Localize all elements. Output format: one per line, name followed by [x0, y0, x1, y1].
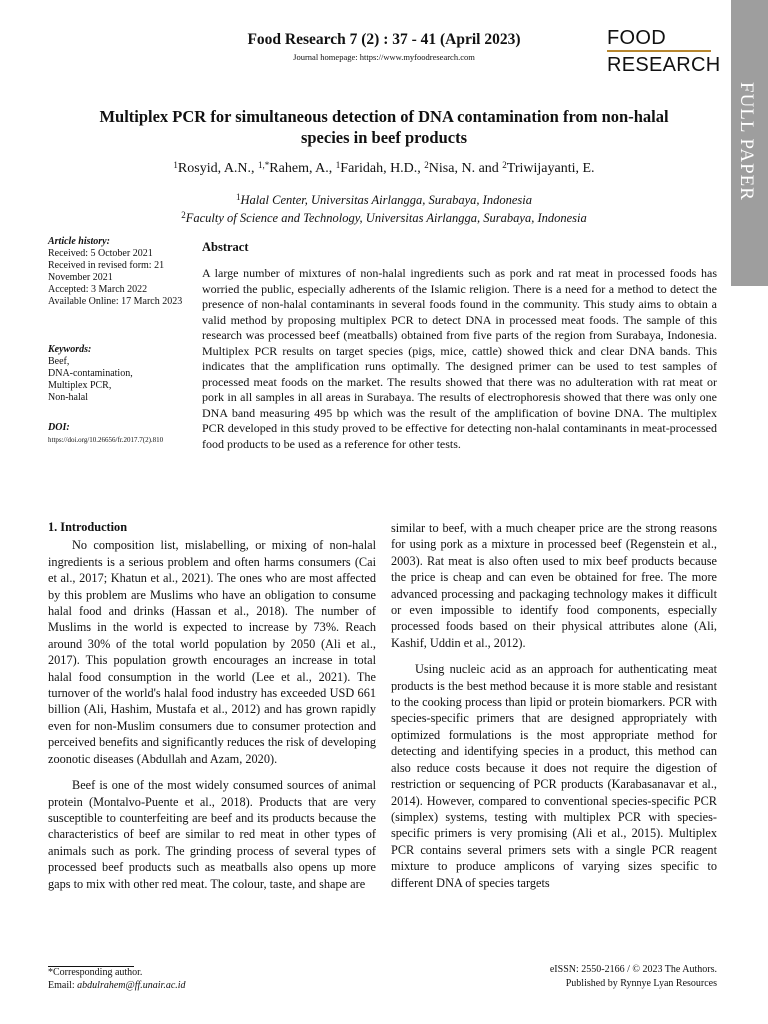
food-research-logo — [607, 27, 721, 76]
paragraph: Beef is one of the most widely consumed sources of animal protein (Montalvo-Puente et al., 2018). Products that are very susceptible to counterfeiting are beef and its products because the characteristics of beef are similar to red meat in other types of animals such as pork. The grinding process of several types of processed beef products such as meatballs also opens up more gaps to mix with other red meat. The colour, taste, and shape are — [48, 778, 376, 891]
doi-label: DOI: — [48, 422, 70, 433]
logo-rule — [607, 50, 711, 52]
doi-block — [48, 422, 190, 446]
history-received: Received: 5 October 2021 — [48, 248, 153, 259]
abstract-heading: Abstract — [202, 240, 249, 254]
affiliation-2 — [80, 211, 688, 226]
author-sup: 2 — [502, 160, 507, 170]
paragraph: No composition list, mislabelling, or mixing of non-halal ingredients is a serious problem and often harms consumers (Cai et al., 2017; Khatun et al., 2021). The ones who are most affected by this problem are Muslims who have an obligation to consume halal food and drinks (Hassan et al., 2018). The number of Muslims in the world is expected to increase by 73%. Reach around 30% of the total world population by 2050 (Ali et al., 2017). This population growth encourages an increase in total halal food consumption in the world (Lee et al., 2021). The turnover of the world's halal food industry has exceeded USD 661 billion (Ali, Hashim, Mustafa et al., 2012) and has grown rapidly even for non-Muslim consumers due to consumer protection and perceived benefits and significantly reduces the risk of developing zoonotic diseases (Abdullah and Azam, 2020). — [48, 538, 376, 766]
journal-citation: Food Research 7 (2) : 37 - 41 (April 2023) — [247, 31, 521, 48]
paragraph: similar to beef, with a much cheaper price are the strong reasons for using pork as a mixture in processed beef (Regenstein et al., 2003). Rat meat is also often used to mix beef products because the price is cheap and can even be obtained for free. The more advanced processing and packaging technology makes it difficult or even impossible to identify food components, especially processed foods based on their physical attributes alone (Ali, Kashif, Uddin et al., 2012). — [391, 521, 717, 650]
keywords-label: Keywords: — [48, 344, 92, 355]
journal-homepage[interactable]: Journal homepage: https://www.myfoodresearch.com — [293, 52, 475, 62]
aff-text: Halal Center, Universitas Airlangga, Surabaya, Indonesia — [240, 193, 532, 207]
logo-line-1: FOOD — [607, 27, 666, 49]
keyword: Non-halal — [48, 392, 88, 403]
author-name: Rahem, A., — [269, 161, 336, 176]
article-title: Multiplex PCR for simultaneous detection of DNA contamination from non-halal species in beef products — [99, 107, 669, 147]
body-column-right — [391, 520, 717, 891]
author-sup: 1 — [173, 160, 178, 170]
aff-sup: 2 — [181, 210, 186, 220]
history-online: Available Online: 17 March 2023 — [48, 296, 183, 307]
paragraph: Using nucleic acid as an approach for authenticating meat products is the best method because it is more stable and resistant to the cooking process than lipid or protein biomarkers. PCR with species-specific primers that are designed appropriately with optimized formulations is the most appropriate method for detecting and identifying species in a product, this method can also reduce costs because it does not require the digestion of restriction or sequencing of PCR products (Karabasanavar et al., 2014). However, compared to conventional species-specific PCR (simplex) systems, testing with multiplex PCR with species-specific primers is very promising (Ali et al., 2015). Multiplex PCR contains several primers sets with a single PCR reagent mixture to produce amplicons of varying sizes specific to different DNA of species targets — [391, 662, 717, 890]
author-name: Faridah, H.D., — [340, 161, 425, 176]
author-sup: 1 — [335, 160, 341, 170]
abstract-text: A large number of mixtures of non-halal ingredients such as pork and rat meat in processed foods has worried the public, especially adherents of the Islamic religion. There is a need for a method to detect the presence of non-halal contaminants in several foods found in the community. This study aims to obtain a valid method by proposing multiplex PCR to detect DNA in processed meat foods. The sample of this research was processed beef (meatballs) obtained from five parts of the region from Surabaya, Indonesia. Multiplex PCR results on target species (pigs, mice, cattle) showed thick and clear DNA bands. This indicates that the amplification runs optimally. The designed primer can be used to test samples of processed meat foods on the market. The results showed that there was no adulteration with rat meat or pork in all samples in all areas in Surabaya. The results of electrophoresis showed that there was only one DNA band measuring 495 bp which was the result of the amplification of bovine DNA. The multiplex PCR developed in this study proved to be effective for detecting non-halal contaminants in meat-processed food products to be used as a reference for other tests. — [202, 266, 717, 451]
author-name: Triwijayanti, E. — [506, 161, 595, 176]
author-name: Nisa, N. and — [428, 161, 503, 176]
body-column-left — [48, 519, 376, 892]
full-paper-label: FULL PAPER — [736, 82, 757, 201]
article-history — [48, 236, 190, 308]
history-label: Article history: — [48, 236, 110, 247]
author-sup: 2 — [424, 160, 429, 170]
history-revised: Received in revised form: 21 November 2021 — [48, 260, 165, 283]
publisher-notice: Published by Rynnye Lyan Resources — [565, 978, 717, 989]
author-email — [48, 980, 186, 991]
full-paper-tab — [731, 0, 768, 286]
corresponding-author: *Corresponding author. — [48, 967, 143, 978]
keywords — [48, 344, 190, 404]
doi-link[interactable]: https://doi.org/10.26656/fr.2017.7(2).810 — [48, 436, 164, 444]
author-name: Rosyid, A.N., — [177, 161, 259, 176]
affiliation-1 — [80, 193, 688, 208]
section-heading: 1. Introduction — [48, 520, 128, 534]
issn-notice: eISSN: 2550-2166 / © 2023 The Authors. — [549, 964, 717, 975]
aff-text: Faculty of Science and Technology, Universitas Airlangga, Surabaya, Indonesia — [185, 211, 587, 225]
author-list — [80, 161, 688, 177]
email-link[interactable]: abdulrahem@ff.unair.ac.id — [77, 980, 186, 991]
logo-line-2: RESEARCH — [607, 54, 721, 76]
author-sup: 1,* — [258, 160, 270, 170]
email-label: Email: — [48, 980, 78, 991]
aff-sup: 1 — [236, 192, 241, 202]
keyword: Beef, — [48, 356, 70, 367]
history-accepted: Accepted: 3 March 2022 — [48, 284, 148, 295]
keyword: DNA-contamination, — [48, 368, 133, 379]
keyword: Multiplex PCR, — [48, 380, 112, 391]
